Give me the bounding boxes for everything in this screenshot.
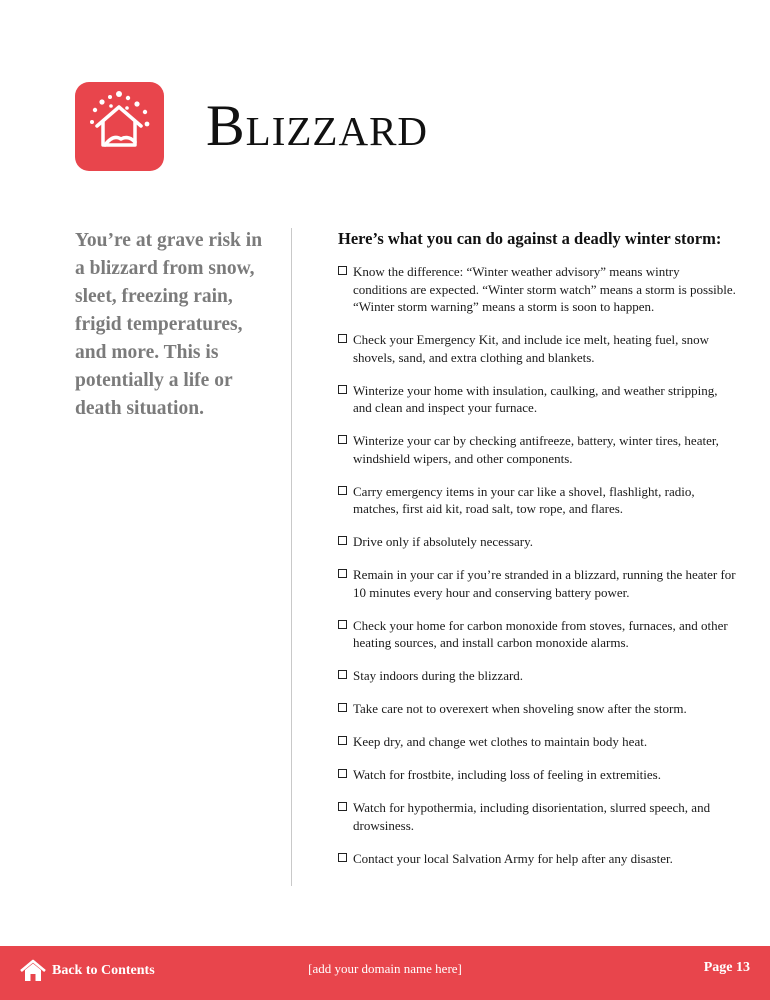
checklist-item-text: Watch for frostbite, including loss of feeling in extremities. xyxy=(353,767,661,782)
footer-bar xyxy=(0,946,770,1000)
checkbox-icon xyxy=(338,334,347,343)
checkbox-icon xyxy=(338,736,347,745)
checklist-heading: Here’s what you can do against a deadly winter storm: xyxy=(338,229,722,248)
checklist-item-text: Watch for hypothermia, including disorientation, slurred speech, and drowsiness. xyxy=(353,800,711,833)
blizzard-logo xyxy=(75,82,164,171)
intro-text: You’re at grave risk in a blizzard from snow, sleet, freezing rain, frigid temperatures, and more. This is potentially a life or death situation. xyxy=(75,230,263,419)
checklist-item-text: Take care not to overexert when shoveling snow after the storm. xyxy=(353,701,687,716)
checkbox-icon xyxy=(338,670,347,679)
checklist-item xyxy=(337,483,737,518)
column-divider xyxy=(291,228,292,886)
checkbox-icon xyxy=(338,769,347,778)
checklist-item-text: Stay indoors during the blizzard. xyxy=(353,668,524,683)
checklist-item xyxy=(337,432,737,467)
checkbox-icon xyxy=(338,486,347,495)
checkbox-icon xyxy=(338,802,347,811)
checklist-item xyxy=(337,382,737,417)
checklist-item xyxy=(337,667,737,685)
checklist-item-text: Contact your local Salvation Army for help after any disaster. xyxy=(353,850,673,866)
checkbox-icon xyxy=(338,703,347,712)
checklist-item xyxy=(337,533,737,551)
checklist-item-text: Check your home for carbon monoxide from stoves, furnaces, and other heating sources, and install carbon monoxide alarms. xyxy=(353,617,728,650)
checkbox-icon xyxy=(338,536,347,545)
checklist-item xyxy=(337,331,737,366)
checklist-item xyxy=(337,799,737,834)
checkbox-icon xyxy=(338,569,347,578)
checklist xyxy=(337,263,737,883)
checkbox-icon xyxy=(338,266,347,275)
back-to-contents-label: Back to Contents xyxy=(52,963,155,978)
checklist-item-text: Drive only if absolutely necessary. xyxy=(353,534,534,549)
checkbox-icon xyxy=(338,385,347,394)
footer-domain: [add your domain name here] xyxy=(308,961,462,976)
page-number: Page 13 xyxy=(703,960,750,975)
checklist-item xyxy=(337,850,737,868)
checklist-item xyxy=(337,700,737,718)
checklist-item xyxy=(337,733,737,751)
checklist-item-text: Know the difference: “Winter weather advisory” means wintry conditions are expected. “Winter storm watch” means a storm is possible. “Winter storm warning” means a storm is soon to happen. xyxy=(353,264,736,314)
checklist-item xyxy=(337,566,737,601)
checklist-item-text: Remain in your car if you’re stranded in a blizzard, running the heater for 10 minutes every hour and conserving battery power. xyxy=(353,567,736,600)
page-title: Blizzard xyxy=(206,93,429,158)
checklist-item xyxy=(337,766,737,784)
checklist-item-text: Winterize your home with insulation, caulking, and weather stripping, and clean and inspect your furnace. xyxy=(353,382,718,415)
checklist-item xyxy=(337,617,737,652)
checklist-item-text: Keep dry, and change wet clothes to maintain body heat. xyxy=(353,734,648,749)
checklist-item-text: Winterize your car by checking antifreeze, battery, winter tires, heater, windshield wipers, and other components. xyxy=(353,433,719,466)
checklist-item xyxy=(337,263,737,316)
checkbox-icon xyxy=(338,620,347,629)
checklist-item-text: Carry emergency items in your car like a shovel, flashlight, radio, matches, first aid kit, road salt, tow rope, and flares. xyxy=(353,483,695,516)
snow-house-icon xyxy=(75,82,164,171)
checklist-item-text: Check your Emergency Kit, and include ice melt, heating fuel, snow shovels, sand, and extra clothing and blankets. xyxy=(353,332,710,365)
checkbox-icon xyxy=(338,853,347,862)
checkbox-icon xyxy=(338,435,347,444)
